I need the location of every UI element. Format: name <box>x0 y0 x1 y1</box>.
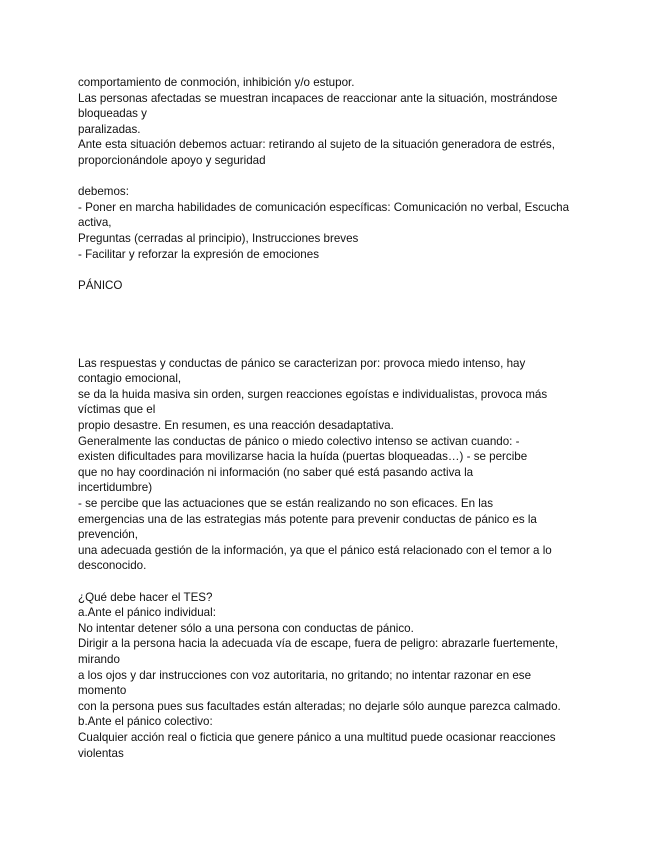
text-line: Cualquier acción real o ficticia que genere pánico a una multitud puede ocasionar reacciones <box>78 730 556 744</box>
blank-line <box>78 325 583 341</box>
blank-line <box>78 262 583 278</box>
text-line: Generalmente las conductas de pánico o miedo colectivo intenso se activan cuando: - <box>78 434 520 448</box>
text-line: que no hay coordinación ni información (no saber qué está pasando activa la <box>78 465 474 479</box>
text-line: momento <box>78 684 127 698</box>
text-line: Las respuestas y conductas de pánico se caracterizan por: provoca miedo intenso, hay <box>78 356 526 370</box>
text-line: violentas <box>78 746 124 760</box>
text-line: ¿Qué debe hacer el TES? <box>78 590 213 604</box>
blank-line <box>78 169 583 185</box>
text-line: debemos: <box>78 185 129 199</box>
blank-line <box>78 340 583 356</box>
blank-line <box>78 293 583 309</box>
text-line: proporcionándole apoyo y seguridad <box>78 153 266 167</box>
text-line: víctimas que el <box>78 403 156 417</box>
text-line: - se percibe que las actuaciones que se están realizando no son eficaces. En las <box>78 497 494 511</box>
blank-line <box>78 309 583 325</box>
text-line: Ante esta situación debemos actuar: retirando al sujeto de la situación generadora de estrés, <box>78 138 555 152</box>
text-line: bloqueadas y <box>78 107 147 121</box>
text-line: propio desastre. En resumen, es una reacción desadaptativa. <box>78 419 394 433</box>
text-line: mirando <box>78 652 120 666</box>
text-line: con la persona pues sus facultades están alteradas; no dejarle sólo aunque parezca calmado. <box>78 699 561 713</box>
text-line: incertidumbre) <box>78 481 153 495</box>
document-body <box>78 75 583 761</box>
text-line: una adecuada gestión de la información, ya que el pánico está relacionado con el temor a lo <box>78 543 552 557</box>
text-line: Preguntas (cerradas al principio), Instrucciones breves <box>78 231 359 245</box>
text-line: - Facilitar y reforzar la expresión de emociones <box>78 247 319 261</box>
text-line: - Poner en marcha habilidades de comunicación específicas: Comunicación no verbal, Escucha <box>78 200 570 214</box>
text-line: existen dificultades para movilizarse hacia la huída (puertas bloqueadas…) - se percibe <box>78 450 528 464</box>
text-line: prevención, <box>78 528 138 542</box>
blank-line <box>78 574 583 590</box>
text-line: paralizadas. <box>78 122 141 136</box>
text-line: contagio emocional, <box>78 372 182 386</box>
text-line: Las personas afectadas se muestran incapaces de reaccionar ante la situación, mostrándose <box>78 91 558 105</box>
section-heading: PÁNICO <box>78 278 123 292</box>
text-line: desconocido. <box>78 559 147 573</box>
text-line: activa, <box>78 216 112 230</box>
text-line: a los ojos y dar instrucciones con voz autoritaria, no gritando; no intentar razonar en ese <box>78 668 532 682</box>
text-line: b.Ante el pánico colectivo: <box>78 715 213 729</box>
text-line: a.Ante el pánico individual: <box>78 606 216 620</box>
text-line: emergencias una de las estrategias más potente para prevenir conductas de pánico es la <box>78 512 537 526</box>
text-line: comportamiento de conmoción, inhibición y/o estupor. <box>78 76 355 89</box>
text-line: No intentar detener sólo a una persona con conductas de pánico. <box>78 621 414 635</box>
text-line: se da la huida masiva sin orden, surgen reacciones egoístas e individualistas, provoca más <box>78 387 548 401</box>
text-line: Dirigir a la persona hacia la adecuada vía de escape, fuera de peligro: abrazarle fuertemente, <box>78 637 559 651</box>
